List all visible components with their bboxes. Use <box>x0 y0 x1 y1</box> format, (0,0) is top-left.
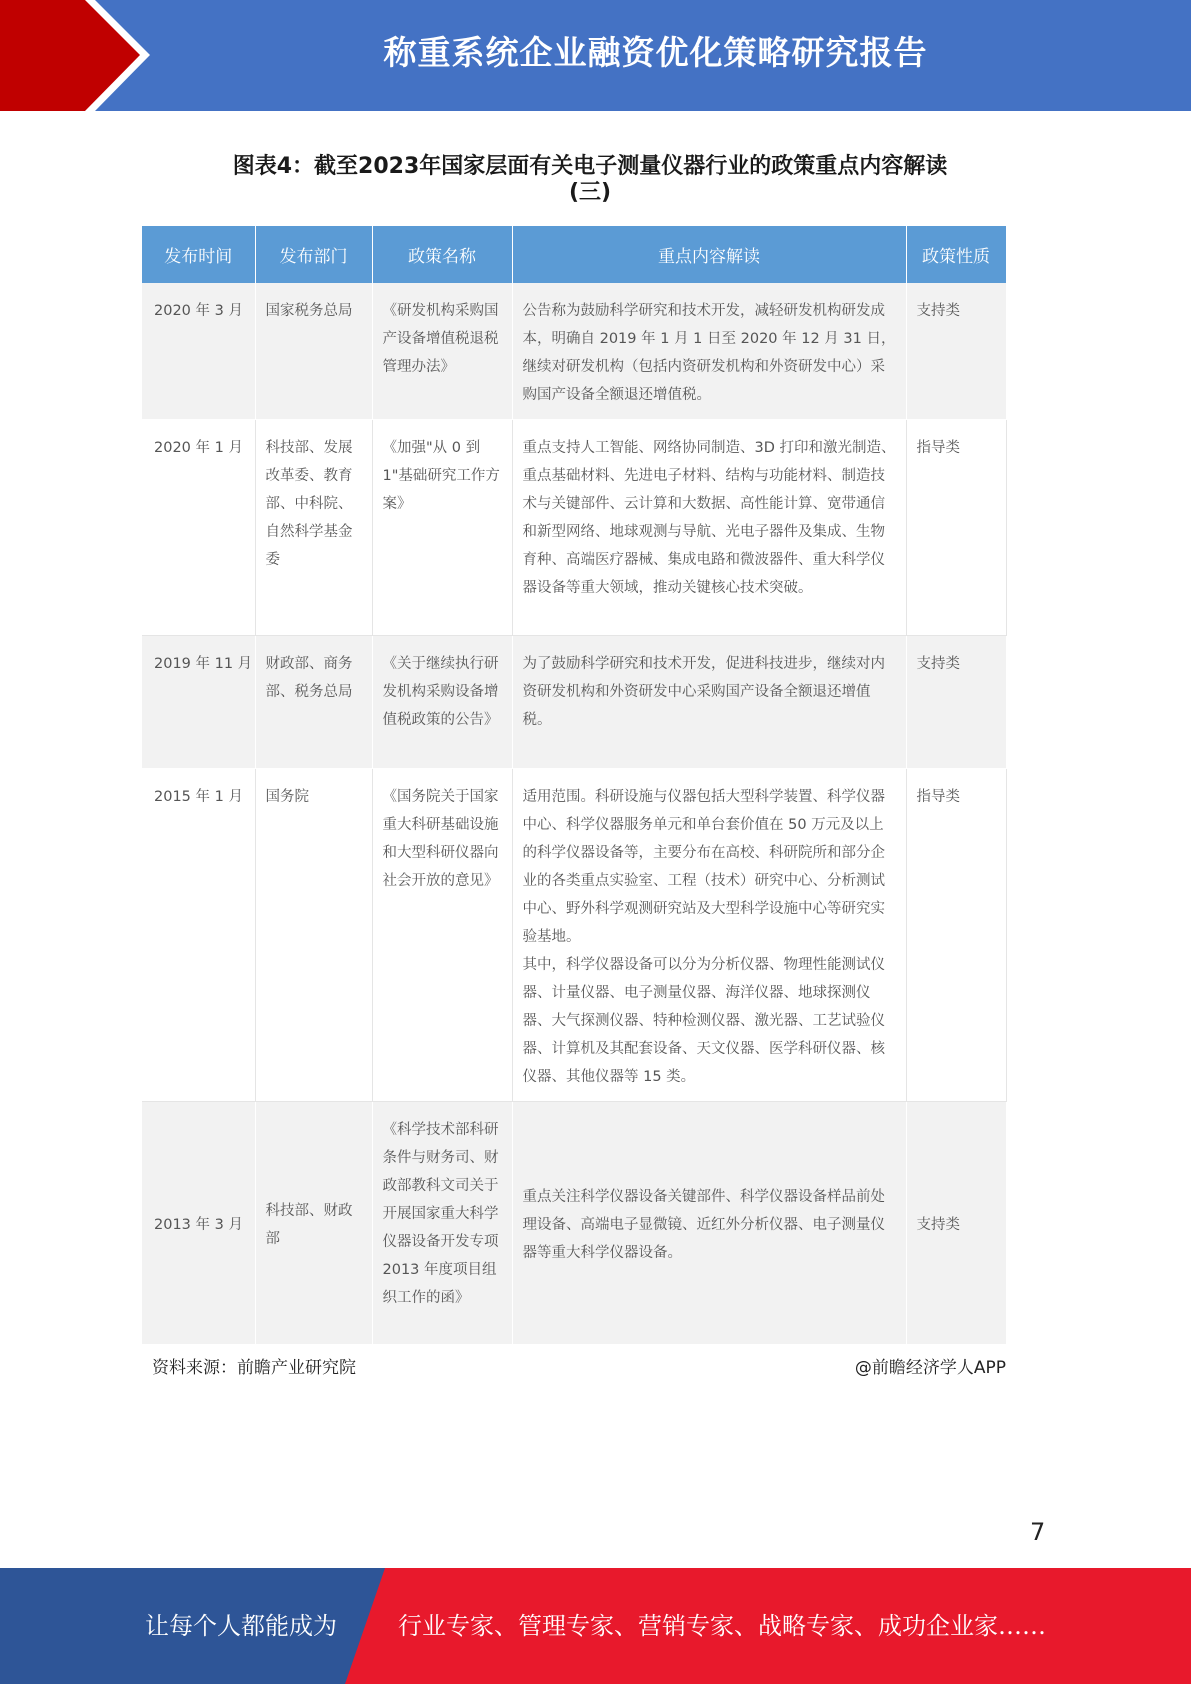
table-row <box>142 283 1006 420</box>
policy-name-cell: 《科学技术部科研条件与财务司、财政部教科文司关于开展国家重大科学仪器设备开发专项 2013 年度项目组织工作的函》 <box>372 1102 512 1345</box>
content-cell <box>512 769 906 1102</box>
policy-name-cell: 《加强"从 0 到 1"基础研究工作方案》 <box>372 420 512 636</box>
table-header-row <box>142 226 1006 283</box>
figure-title-main: 图表4：截至2023年国家层面有关电子测量仪器行业的政策重点内容解读 <box>232 154 948 179</box>
column-header-policy: 政策名称 <box>372 226 512 283</box>
footer-slogan-right: 行业专家、管理专家、营销专家、战略专家、成功企业家…… <box>398 1612 1046 1640</box>
figure-title <box>150 154 1030 206</box>
department-cell: 国家税务总局 <box>255 283 372 420</box>
policy-name-cell: 《关于继续执行研发机构采购设备增值税政策的公告》 <box>372 636 512 769</box>
table-row <box>142 1102 1006 1345</box>
date-cell: 2020 年 3 月 <box>142 283 255 420</box>
footer-slogan-left: 让每个人都能成为 <box>145 1612 337 1640</box>
date-cell: 2020 年 1 月 <box>142 420 255 636</box>
content-cell: 重点支持人工智能、网络协同制造、3D 打印和激光制造、重点基础材料、先进电子材料、结构与功能材料、制造技术与关键部件、云计算和大数据、高性能计算、宽带通信和新型网络、地球观测与导航、光电子器件及集成、生物育种、高端医疗器械、集成电路和微波器件、重大科学仪器设备等重大领域，推动关键核心技术突破。 <box>512 420 906 636</box>
date-cell: 2013 年 3 月 <box>142 1102 255 1345</box>
column-header-date: 发布时间 <box>142 226 255 283</box>
policy-table <box>142 226 1007 1345</box>
content-paragraph: 适用范围。科研设施与仪器包括大型科学装置、科学仪器中心、科学仪器服务单元和单台套价值在 50 万元及以上的科学仪器设备等，主要分布在高校、科研院所和部分企业的各类重点实验室、工程（技术）研究中心、分析测试中心、野外科学观测研究站及大型科学设施中心等研究实验基地。 <box>522 789 885 945</box>
page-header <box>0 0 1191 111</box>
column-header-content: 重点内容解读 <box>512 226 906 283</box>
table-row <box>142 769 1006 1102</box>
table-row <box>142 420 1006 636</box>
figure-title-suffix: (三) <box>568 180 612 205</box>
content-cell: 为了鼓励科学研究和技术开发，促进科技进步，继续对内资研发机构和外资研发中心采购国产设备全额退还增值税。 <box>512 636 906 769</box>
nature-cell: 支持类 <box>906 636 1006 769</box>
column-header-nature: 政策性质 <box>906 226 1006 283</box>
page-footer <box>0 1568 1191 1684</box>
department-cell: 国务院 <box>255 769 372 1102</box>
department-cell: 科技部、发展改革委、教育部、中科院、自然科学基金委 <box>255 420 372 636</box>
nature-cell: 支持类 <box>906 1102 1006 1345</box>
date-cell: 2019 年 11 月 <box>142 636 255 769</box>
nature-cell: 支持类 <box>906 283 1006 420</box>
source-note: 资料来源：前瞻产业研究院 <box>152 1358 356 1378</box>
table-row <box>142 636 1006 769</box>
column-header-department: 发布部门 <box>255 226 372 283</box>
content-paragraph: 其中，科学仪器设备可以分为分析仪器、物理性能测试仪器、计量仪器、电子测量仪器、海洋仪器、地球探测仪器、大气探测仪器、特种检测仪器、激光器、工艺试验仪器、计算机及其配套设备、天文仪器、医学科研仪器、核仪器、其他仪器等 15 类。 <box>522 957 885 1085</box>
department-cell: 财政部、商务部、税务总局 <box>255 636 372 769</box>
report-title: 称重系统企业融资优化策略研究报告 <box>383 33 928 72</box>
department-cell: 科技部、财政部 <box>255 1102 372 1345</box>
nature-cell: 指导类 <box>906 420 1006 636</box>
content-cell: 公告称为鼓励科学研究和技术开发，减轻研发机构研发成本，明确自 2019 年 1 月 1 日至 2020 年 12 月 31 日，继续对研发机构（包括内资研发机构和外资研发中心）采购国产设备全额退还增值税。 <box>512 283 906 420</box>
page-number: 7 <box>1030 1518 1046 1546</box>
policy-name-cell: 《国务院关于国家重大科研基础设施和大型科研仪器向社会开放的意见》 <box>372 769 512 1102</box>
policy-name-cell: 《研发机构采购国产设备增值税退税管理办法》 <box>372 283 512 420</box>
header-chevron-icon <box>0 0 160 111</box>
app-credit: @前瞻经济学人APP <box>854 1358 1006 1378</box>
nature-cell: 指导类 <box>906 769 1006 1102</box>
date-cell: 2015 年 1 月 <box>142 769 255 1102</box>
content-cell: 重点关注科学仪器设备关键部件、科学仪器设备样品前处理设备、高端电子显微镜、近红外分析仪器、电子测量仪器等重大科学仪器设备。 <box>512 1102 906 1345</box>
